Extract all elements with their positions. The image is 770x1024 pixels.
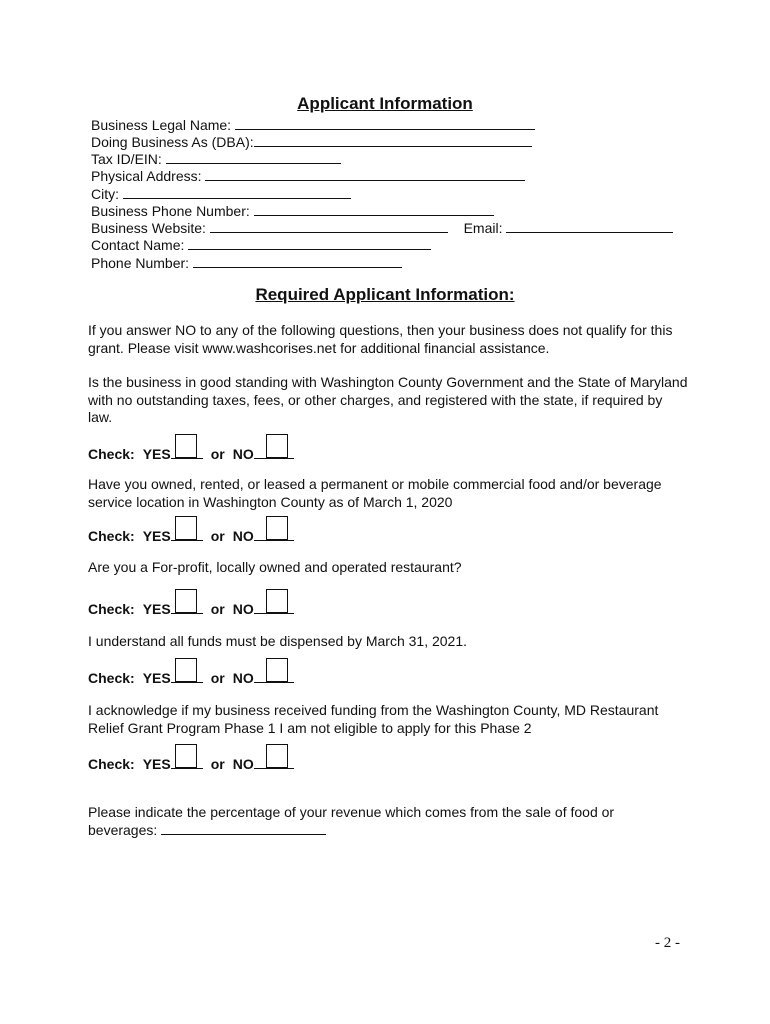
legal-name-label: Business Legal Name:	[91, 117, 232, 133]
yes-label: YES	[142, 528, 171, 544]
yes-label: YES	[142, 446, 171, 462]
no-label: NO	[232, 528, 254, 544]
no-label: NO	[232, 601, 254, 617]
question-3-text: Are you a For-profit, locally owned and operated restaurant?	[88, 559, 462, 575]
question-5-yes-checkbox[interactable]	[175, 744, 197, 768]
yes-label: YES	[142, 670, 171, 686]
question-1-check-row	[88, 434, 294, 464]
or-label: or	[210, 601, 225, 617]
no-label: NO	[232, 756, 254, 772]
question-1-no-checkbox[interactable]	[266, 434, 288, 458]
question-2-no-checkbox[interactable]	[266, 516, 288, 540]
or-label: or	[210, 670, 225, 686]
phone-number-field	[91, 255, 402, 272]
question-5-check-row	[88, 744, 294, 774]
page-number: - 2 -	[655, 935, 680, 951]
dba-input-line[interactable]	[254, 134, 532, 147]
website-label: Business Website:	[91, 220, 206, 236]
or-label: or	[210, 756, 225, 772]
phone-number-input-line[interactable]	[193, 255, 402, 268]
question-3-check-row	[88, 589, 294, 619]
tax-id-label: Tax ID/EIN:	[91, 151, 162, 167]
revenue-prompt: Please indicate the percentage of your revenue which comes from the sale of food or	[88, 804, 615, 820]
question-2-check-row	[88, 516, 294, 546]
contact-name-input-line[interactable]	[188, 237, 431, 250]
question-1-text: Is the business in good standing with Washington County Government and the State of Maryland with no outstanding taxes, fees, or other charges, and registered with the state, if required by law.	[88, 374, 688, 425]
contact-name-field	[91, 237, 431, 254]
yes-label: YES	[142, 601, 171, 617]
physical-address-input-line[interactable]	[205, 168, 525, 181]
applicant-information-heading: Applicant Information	[297, 94, 473, 113]
city-input-line[interactable]	[123, 186, 351, 199]
email-label: Email:	[463, 220, 503, 236]
phone-number-label: Phone Number:	[91, 255, 190, 271]
business-phone-input-line[interactable]	[254, 203, 494, 216]
or-label: or	[210, 446, 225, 462]
dba-field	[91, 134, 532, 151]
question-4-yes-checkbox[interactable]	[175, 658, 197, 682]
question-4-check-row	[88, 658, 294, 688]
city-field	[91, 186, 351, 203]
question-4-text: I understand all funds must be dispensed by March 31, 2021.	[88, 633, 468, 649]
question-2-text: Have you owned, rented, or leased a permanent or mobile commercial food and/or beverage service location in Washington County as of March 1, 2020	[88, 476, 662, 510]
question-3-yes-checkbox[interactable]	[175, 589, 197, 613]
question-1-yes-checkbox[interactable]	[175, 434, 197, 458]
dba-label: Doing Business As (DBA):	[91, 134, 254, 150]
revenue-percentage-input-line[interactable]	[161, 822, 326, 835]
email-input-line[interactable]	[506, 220, 673, 233]
legal-name-input-line[interactable]	[235, 117, 535, 130]
revenue-prompt-2: beverages:	[88, 821, 158, 838]
website-email-field	[91, 220, 673, 237]
revenue-question	[88, 804, 688, 839]
yes-label: YES	[142, 756, 171, 772]
physical-address-field	[91, 168, 525, 185]
check-label: Check:	[88, 528, 135, 544]
check-label: Check:	[88, 756, 135, 772]
question-5-text: I acknowledge if my business received funding from the Washington County, MD Restaurant Relief Grant Program Phase 1 I am not eligible to apply for this Phase 2	[88, 702, 659, 736]
question-5-no-checkbox[interactable]	[266, 744, 288, 768]
no-label: NO	[232, 446, 254, 462]
tax-id-field	[91, 151, 341, 168]
business-phone-field	[91, 203, 494, 220]
no-label: NO	[232, 670, 254, 686]
question-3-no-checkbox[interactable]	[266, 589, 288, 613]
contact-name-label: Contact Name:	[91, 237, 185, 253]
check-label: Check:	[88, 670, 135, 686]
tax-id-input-line[interactable]	[166, 151, 341, 164]
intro-paragraph: If you answer NO to any of the following questions, then your business does not qualify for this grant. Please visit www.washcorises.net for additional financial assistance.	[88, 322, 673, 356]
check-label: Check:	[88, 446, 135, 462]
question-2-yes-checkbox[interactable]	[175, 516, 197, 540]
website-input-line[interactable]	[210, 220, 448, 233]
legal-name-field	[91, 117, 535, 134]
check-label: Check:	[88, 601, 135, 617]
question-4-no-checkbox[interactable]	[266, 658, 288, 682]
business-phone-label: Business Phone Number:	[91, 203, 250, 219]
or-label: or	[210, 528, 225, 544]
city-label: City:	[91, 186, 119, 202]
required-information-heading: Required Applicant Information:	[255, 285, 515, 304]
physical-address-label: Physical Address:	[91, 168, 202, 184]
